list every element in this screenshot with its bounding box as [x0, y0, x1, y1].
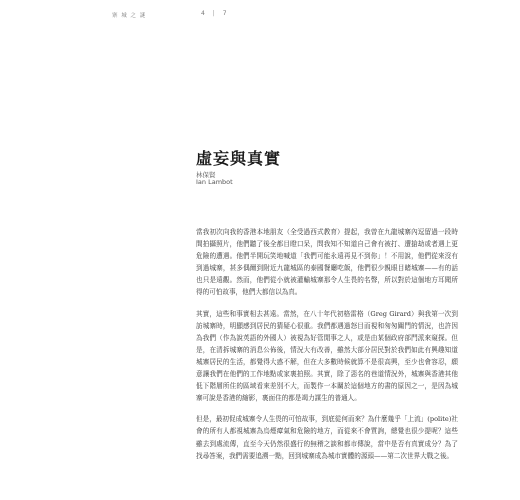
body-paragraph: 當我初次向我的香港本地朋友（全受過西式教育）提起，我曾在九龍城寨內逗留過一段時間拍攝照片，他們聽了後全都目瞪口呆，問我知不知道自己會有被打、遭搶劫或者遇上更危險的遭遇。他們半開玩笑地喊道「我們可能永遠再見不到你」！不用說，他們從來沒有到過城寨，甚多偶爾到附近九龍城區的泰國餐廳吃飯，他們很少親眼目睹城寨——有的話也只是遠觀。然而，他們從小就被灌輸城寨那令人生畏的名聲，所以對於這個地方耳聞所得的可怕故事，他們大都信以為真。: [196, 228, 458, 297]
article-body: [196, 226, 458, 471]
body-paragraph: 但是，最初促成城寨令人生畏的可怕故事，到底從何而來？為什麼幾乎「上流」(polite)社會的所有人都視城寨為烏煙瘴氣和危險的地方，而從來不會質詢，總覺也很少提呢？這些雖去到處流傳，直至今天仍然很盛行的無稽之談和都市傳說，當中是否有真實成分？為了找尋答案，我們需要追溯一點，回到城寨成為城市實體的源頭——第二次世界大戰之後。: [196, 415, 458, 460]
running-head: 寨 城 之 謎: [112, 13, 147, 19]
body-paragraph: 其實，這些和事實相去甚遠。當然，在八十年代初格雷格（Greg Girard）與我第一次到訪城寨時，明顯感到居民的猜疑心很重。我們都遇過怒目而視和匆匆關門的情況，也許因為我們（作為說英語的外國人）被視為好管閒事之人，或是由某個政府部門派來窺探。但是，在清拆城寨的消息公佈後，情況大有改善，雖然大部分居民對於我們如此有興趣知道城寨居民的生活，都覺得大惑不解，但在大多數時候就算不是很高興，至少也會容忍，願意讓我們在他們的工作地點或家裏拍照。其實，除了惡名的巷道情況外，城寨與香港其他低下階層所住的區域看來差別不大，而製作一本關於這個地方的書的原因之一，是因為城寨可說是香港的縮影，裏面住的都是竭力謀生的普通人。: [196, 309, 458, 403]
author-name-chinese: 林保賢: [196, 171, 216, 179]
folio-separator: |: [212, 10, 215, 17]
author-name-english: Ian Lambot: [196, 178, 233, 186]
page-folio: [201, 10, 227, 17]
page-number-left: 4: [201, 10, 205, 17]
article-title: 虛妄與真實: [196, 149, 282, 168]
page-number-right: 7: [222, 10, 227, 17]
